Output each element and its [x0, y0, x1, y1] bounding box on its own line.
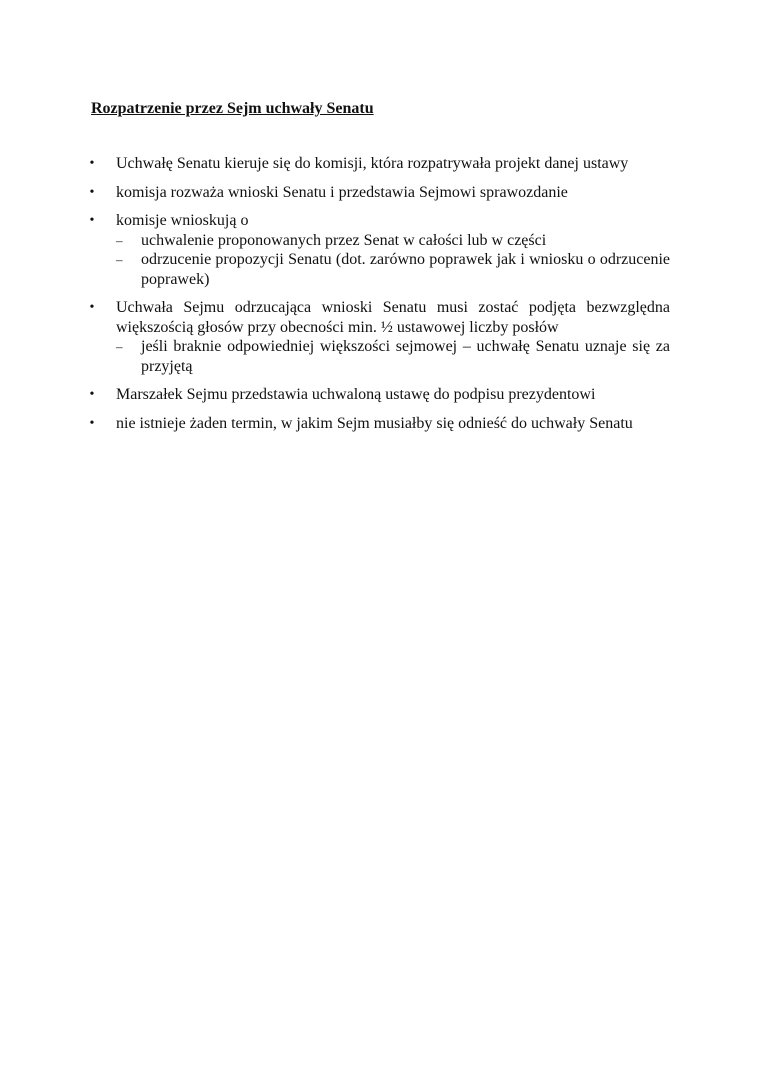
list-item: [89, 211, 670, 289]
list-item: [89, 154, 670, 174]
list-item: [89, 385, 670, 405]
list-item: [89, 298, 670, 376]
list-item-text: Uchwałę Senatu kieruje się do komisji, która rozpatrywała projekt danej ustawy: [116, 155, 629, 172]
dash-icon: –: [116, 232, 123, 248]
sub-list-item: [116, 250, 670, 289]
bullet-icon: •: [89, 184, 95, 200]
sub-list-item-text: jeśli braknie odpowiedniej większości sejmowej – uchwałę Senatu uznaje się za przyjętą: [141, 338, 670, 375]
sub-list-item-text: odrzucenie propozycji Senatu (dot. zarówno poprawek jak i wniosku o odrzucenie poprawek): [141, 251, 670, 288]
sub-list-item: [116, 337, 670, 376]
bullet-icon: •: [89, 300, 95, 315]
bullet-icon: •: [89, 415, 95, 431]
list-item: [89, 414, 670, 434]
dash-icon: –: [116, 252, 123, 267]
list-item-text: komisje wnioskują o: [116, 212, 249, 229]
list-item-text: nie istnieje żaden termin, w jakim Sejm musiałby się odnieść do uchwały Senatu: [116, 414, 633, 432]
sub-list: [116, 337, 670, 376]
dash-icon: –: [116, 339, 123, 354]
list-item: [89, 183, 670, 203]
bullet-icon: •: [89, 387, 95, 402]
list-item-text: Marszałek Sejmu przedstawia uchwaloną ustawę do podpisu prezydentowi: [116, 386, 596, 403]
sub-list: [116, 231, 670, 290]
sub-list-item: [116, 231, 670, 251]
list-item-text: komisja rozważa wnioski Senatu i przedstawia Sejmowi sprawozdanie: [116, 183, 568, 201]
bullet-list: [89, 154, 670, 433]
bullet-icon: •: [89, 213, 95, 228]
list-item-text: Uchwała Sejmu odrzucająca wnioski Senatu musi zostać podjęta bezwzględna większością głosów przy obecności min. ½ ustawowej liczby posłów: [116, 299, 670, 336]
bullet-icon: •: [89, 156, 95, 171]
page-title: Rozpatrzenie przez Sejm uchwały Senatu: [91, 100, 374, 117]
sub-list-item-text: uchwalenie proponowanych przez Senat w całości lub w części: [141, 231, 547, 249]
